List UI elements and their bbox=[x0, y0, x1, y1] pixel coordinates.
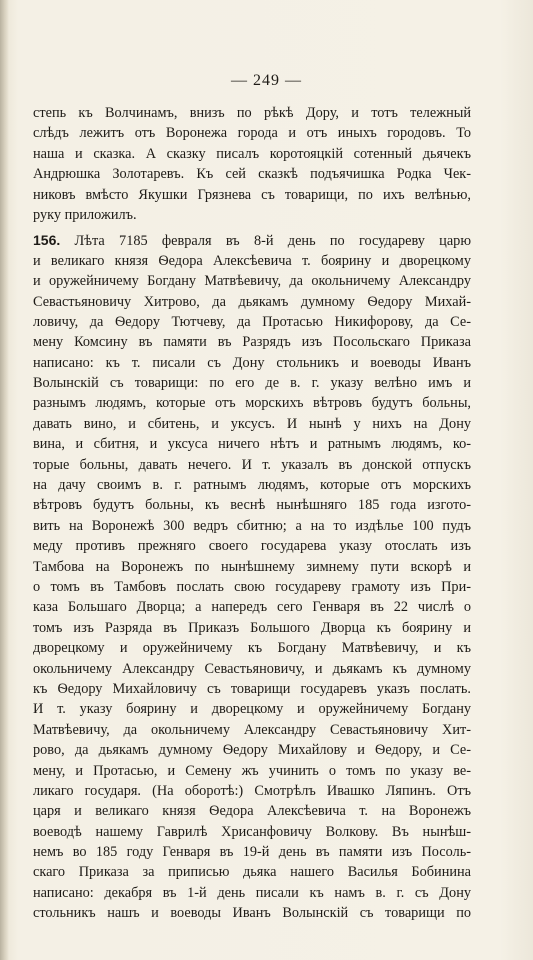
text-line: вина, и сбитня, и уксуса ничего нѣтъ и ратнымъ людямъ, ко- bbox=[33, 436, 471, 453]
text-line: и великаго князя Ѳедора Алексѣевича т. боярину и дворецкому bbox=[33, 252, 471, 269]
text-line: о томъ въ Тамбовъ послать свою государеву грамоту изъ При- bbox=[33, 578, 471, 595]
text-line: каза Большаго Дворца; а напередъ сего Генваря въ 22 числѣ о bbox=[33, 599, 471, 616]
text-line: никовъ вмѣсто Якушки Грязнева съ товарищи, по ихъ велѣнью, bbox=[33, 186, 471, 203]
text-line: къ Ѳедору Михайловичу съ товарищи государевъ указъ послать. bbox=[33, 680, 471, 697]
text-line: ликаго государя. (На оборотѣ:) Смотрѣлъ Ивашко Ляпинъ. Отъ bbox=[33, 782, 471, 799]
text-line: руку приложилъ. bbox=[33, 206, 137, 223]
text-line: немъ во 185 году Генваря въ 19-й день въ памяти изъ Посоль- bbox=[33, 844, 471, 861]
text-line: и оружейничему Богдану Матвѣевичу, да окольничему Александру bbox=[33, 273, 471, 290]
text-line: стольникъ нашъ и воеводы Иванъ Волынскій съ товарищи по bbox=[33, 905, 471, 922]
text-line: вѣтровъ будутъ больны, къ веснѣ нынѣшняго 185 года изгото- bbox=[33, 497, 471, 514]
page-number: — 249 — bbox=[231, 72, 302, 89]
text-line: написано: декабря въ 1-й день писали къ намъ в. г. съ Дону bbox=[33, 884, 471, 901]
text-line: рово, да дьякамъ думному Ѳедору Михайлову и Ѳедору, и Се- bbox=[33, 742, 471, 759]
text-line: на дачу своимъ в. г. ратнымъ людямъ, которые отъ морскихъ bbox=[33, 477, 471, 494]
text-line: Тамбова на Воронежъ по нынѣшнему зимнему пути вскорѣ и bbox=[33, 558, 471, 575]
paragraph-continuation bbox=[33, 103, 471, 225]
page-binding-shadow bbox=[0, 0, 9, 960]
text-line: слѣдъ лежитъ отъ Воронежа города и отъ иныхъ городовъ. То bbox=[33, 125, 471, 142]
text-line: написано: къ т. писали съ Дону стольникъ и воеводы Иванъ bbox=[33, 354, 471, 371]
text-line: вить на Воронежѣ 300 ведръ сбитню; а на то издѣлье 100 пудъ bbox=[33, 517, 471, 534]
text-line: И т. указу боярину и дворецкому и оружейничему Богдану bbox=[33, 701, 471, 718]
text-line: воеводѣ нашему Гаврилѣ Хрисанфовичу Волкову. Въ нынѣш- bbox=[33, 823, 471, 840]
text-line: степь къ Волчинамъ, внизъ по рѣкѣ Дору, и тотъ тележный bbox=[33, 105, 471, 121]
entry-first-line: Лѣта 7185 февраля въ 8-й день по государеву царю bbox=[74, 233, 471, 250]
text-line: разнымъ людямъ, которые отъ морскихъ вѣтровъ будутъ больны, bbox=[33, 395, 471, 412]
text-line: Андрюшка Золотаревъ. Къ сей сказкѣ подъячишка Родка Чек- bbox=[33, 166, 471, 183]
text-line: царя и великаго князя Ѳедора Алексѣевича т. на Воронежъ bbox=[33, 803, 471, 820]
text-line bbox=[33, 230, 471, 250]
text-line: ловичу, да Ѳедору Тютчеву, да Протасью Никифорову, да Се- bbox=[33, 313, 471, 330]
text-line: наша и сказка. А сказку писалъ коротояцкій сотенный дьячекъ bbox=[33, 145, 471, 162]
text-line: дворецкому и оружейничему къ Богдану Матвѣевичу, и къ bbox=[33, 640, 471, 657]
text-line: Севастьяновичу Хитрово, да дьякамъ думному Ѳедору Михай- bbox=[33, 293, 471, 310]
text-line: Волынскій съ товарищи: по его де в. г. указу велѣно имъ и bbox=[33, 375, 471, 392]
text-line: меду противъ прежняго своего государева указу отослать изъ bbox=[33, 538, 471, 555]
text-line: торые больны, давать нечего. И т. указалъ въ донской отпускъ bbox=[33, 456, 471, 473]
text-line: окольничему Александру Севастьяновичу, и дьякамъ къ думному bbox=[33, 660, 471, 677]
text-line: скаго Приказа за приписью дьяка нашего Василья Бобинина bbox=[33, 864, 471, 881]
text-line: мену, и Протасью, и Семену жъ учинить о томъ по указу ве- bbox=[33, 762, 471, 779]
text-line: мену Комсину въ памяти въ Разрядъ изъ Посольскаго Приказа bbox=[33, 334, 471, 351]
text-line: давать вино, и сбитень, и уксусъ. И нынѣ у нихъ на Дону bbox=[33, 415, 471, 432]
entry-number: 156. bbox=[33, 232, 61, 249]
text-body bbox=[33, 103, 471, 924]
text-line: Матвѣевичу, да окольничему Александру Севастьяновичу Хит- bbox=[33, 721, 471, 738]
text-line: томъ изъ Разряда въ Приказъ Большого Дворца къ боярину и bbox=[33, 619, 471, 636]
paragraph-156 bbox=[33, 230, 471, 923]
